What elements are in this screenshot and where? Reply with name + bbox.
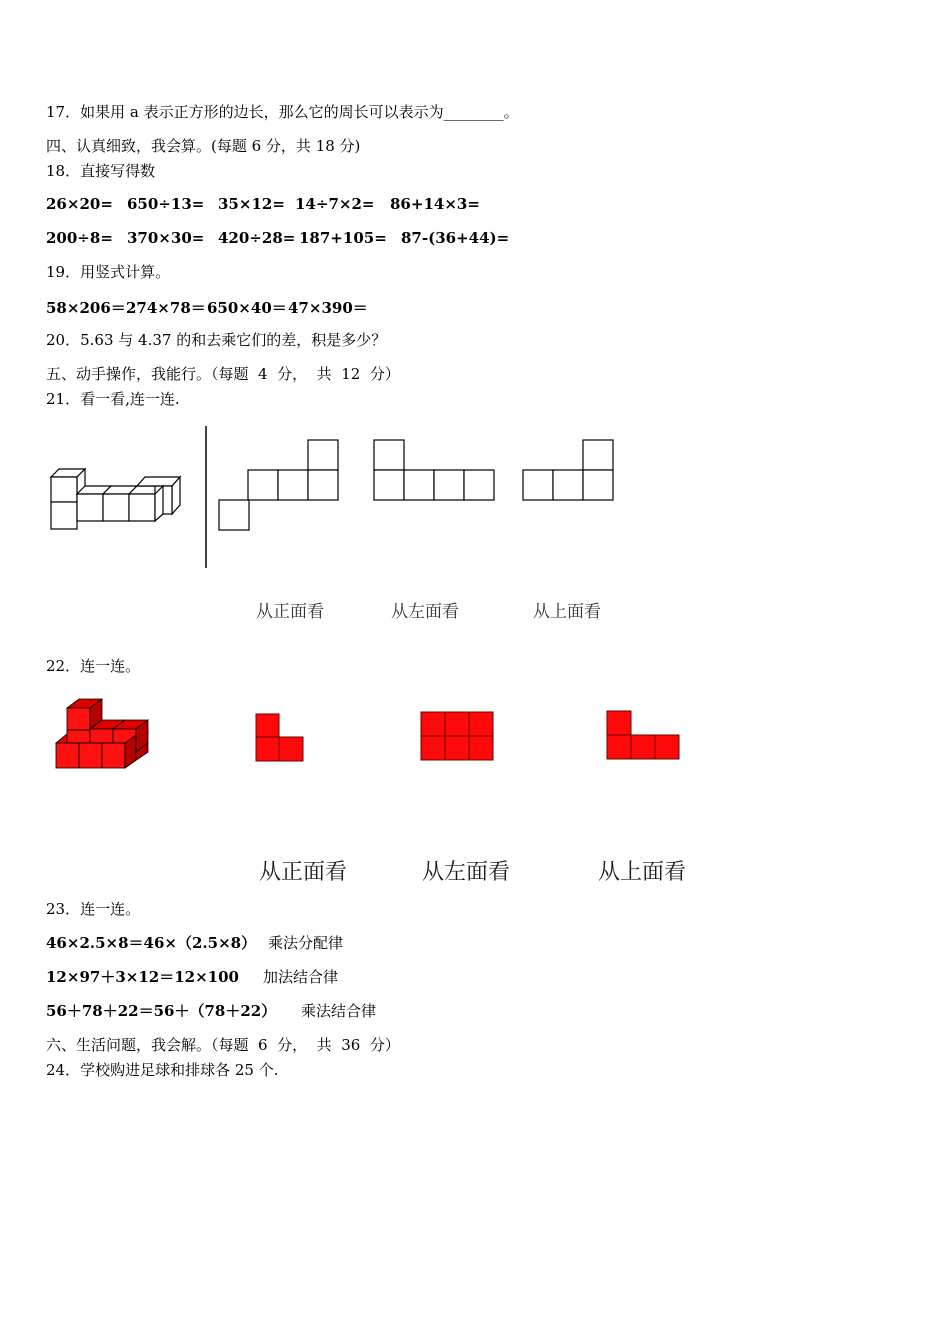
q22-view-c — [607, 711, 679, 759]
question-21-title: 21．看一看,连一连. — [46, 390, 180, 408]
section-4-heading: 四、认真细致，我会算。(每题 6 分，共 18 分) — [46, 137, 361, 155]
q22-label-top: 从上面看 — [598, 860, 687, 885]
q21-view-a — [219, 440, 338, 530]
cube-front-face — [77, 494, 103, 521]
q23-expression: 46×2.5×8＝46×（2.5×8） — [46, 934, 257, 952]
question-19-title: 19．用竖式计算。 — [46, 263, 171, 281]
q18-item: 86+14×3= — [390, 195, 480, 213]
cube-front-face — [129, 494, 155, 521]
section-6-heading: 六、生活问题，我会解。（每题 6 分， 共 36 分） — [46, 1036, 400, 1054]
q23-expression: 56＋78＋22＝56＋（78＋22） — [46, 1002, 277, 1020]
q21-view-b — [374, 440, 494, 500]
question-23-title: 23．连一连。 — [46, 900, 141, 918]
cube-front-face — [51, 477, 77, 502]
q22-view-a — [256, 714, 303, 761]
q22-view-b — [421, 712, 493, 760]
section-5-heading: 五、动手操作，我能行。（每题 4 分， 共 12 分） — [46, 365, 400, 383]
q18-item: 35×12= — [218, 195, 285, 213]
cube-front-face — [103, 494, 129, 521]
q23-expression: 12×97＋3×12＝12×100 — [46, 968, 239, 986]
question-17: 17．如果用 a 表示正方形的边长，那么它的周长可以表示为________。 — [46, 103, 519, 121]
q18-item: 420÷28= — [218, 229, 296, 247]
q18-item: 650÷13= — [127, 195, 205, 213]
q22-label-front: 从正面看 — [259, 860, 348, 885]
q19-item: 650×40＝ — [207, 299, 287, 317]
question-22-title: 22．连一连。 — [46, 657, 141, 675]
q21-label-front: 从正面看 — [256, 602, 324, 622]
question-24: 24．学校购进足球和排球各 25 个. — [46, 1061, 279, 1079]
q23-law: 乘法分配律 — [268, 934, 344, 952]
q18-item: 14÷7×2= — [295, 195, 375, 213]
q18-item: 26×20= — [46, 195, 113, 213]
q21-view-c — [523, 440, 613, 500]
question-18-title: 18．直接写得数 — [46, 162, 156, 180]
q22-label-left: 从左面看 — [422, 860, 511, 885]
q18-item: 187+105= — [299, 229, 387, 247]
q18-item: 200÷8= — [46, 229, 113, 247]
q18-item: 370×30= — [127, 229, 205, 247]
question-20: 20．5.63 与 4.37 的和去乘它们的差，积是多少？ — [46, 331, 387, 349]
q19-item: 274×78＝ — [126, 299, 206, 317]
q21-label-left: 从左面看 — [391, 602, 459, 622]
q19-item: 58×206＝ — [46, 299, 126, 317]
q23-law: 加法结合律 — [263, 968, 339, 986]
q18-item: 87-(36+44)= — [401, 229, 510, 247]
cube-front-face — [51, 502, 77, 529]
q22-red-solid — [56, 699, 148, 768]
q19-item: 47×390＝ — [288, 299, 368, 317]
q23-law: 乘法结合律 — [301, 1002, 377, 1020]
q21-label-top: 从上面看 — [533, 602, 601, 622]
